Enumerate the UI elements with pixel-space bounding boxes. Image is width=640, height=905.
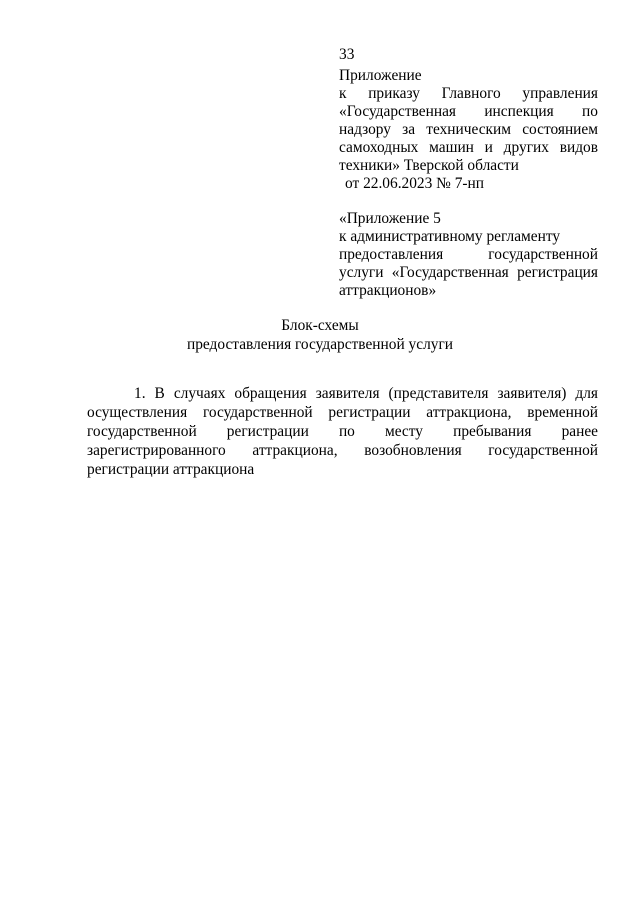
paragraph-line-5: регистрации аттракциона (87, 461, 255, 478)
paragraph-line-2: осуществления государственной регистрации аттракциона, временной (87, 404, 598, 421)
paragraph-line-4: зарегистрированного аттракциона, возобновления государственной (87, 442, 598, 459)
appendix-label: Приложение (339, 67, 422, 84)
inner-appendix-line-4: услуги «Государственная регистрация (339, 264, 598, 281)
document-subtitle: предоставления государственной услуги (186, 336, 453, 353)
paragraph-line-3: государственной регистрации по месту пребывания ранее (87, 423, 598, 440)
appendix-date-number: от 22.06.2023 № 7-нп (345, 175, 484, 192)
page-number: 33 (339, 46, 355, 63)
paragraph-line-1: 1. В случаях обращения заявителя (представителя заявителя) для (134, 385, 598, 402)
appendix-agency-line-4: техники» Тверской области (339, 157, 519, 174)
appendix-agency-line-3: самоходных машин и других видов (339, 139, 598, 156)
document-title: Блок-схемы (281, 317, 359, 334)
inner-appendix-line-5: аттракционов» (339, 282, 437, 299)
inner-appendix-line-2: к административному регламенту (339, 228, 561, 245)
appendix-order-line: к приказу Главного управления (339, 85, 598, 102)
inner-appendix-line-3: предоставления государственной (339, 246, 598, 263)
appendix-agency-line-1: «Государственная инспекция по (339, 103, 598, 120)
appendix-agency-line-2: надзору за техническим состоянием (339, 121, 598, 138)
inner-appendix-label: «Приложение 5 (339, 210, 441, 227)
